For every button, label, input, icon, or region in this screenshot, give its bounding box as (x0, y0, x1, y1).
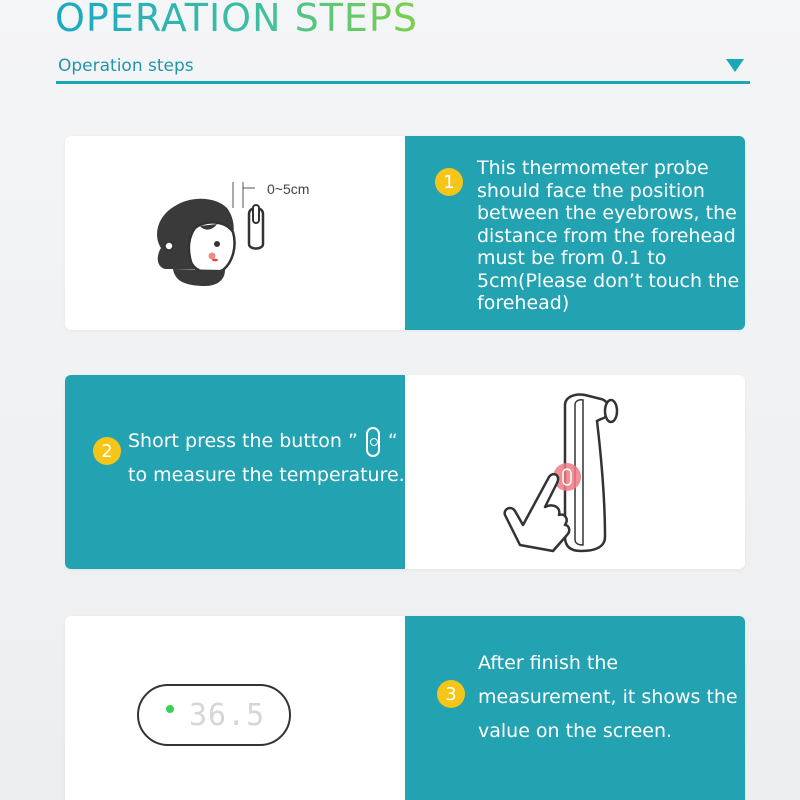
page-title: OPERATION STEPS (55, 0, 418, 40)
operation-steps-dropdown[interactable] (56, 50, 750, 84)
dropdown-label: Operation steps (58, 56, 194, 76)
child-face-icon (65, 136, 405, 330)
thermometer-probe-icon (249, 205, 263, 249)
step-3-illustration (65, 616, 405, 800)
step-1-text-panel (405, 136, 745, 330)
step-2-text-after: “ to measure the temperature. (128, 430, 405, 486)
led-icon (166, 705, 174, 713)
step-2-text (128, 424, 408, 492)
step-1-illustration (65, 136, 405, 330)
step-card-2 (65, 375, 745, 569)
temperature-display (137, 684, 291, 746)
chevron-down-icon[interactable] (726, 59, 744, 72)
step-1-text: This thermometer probe should face the position between the eyebrows, the distance from the forehead must be from 0.1 to 5cm(Please don’t touch the forehead) (477, 157, 740, 314)
step-2-illustration (405, 375, 745, 569)
step-card-3 (65, 616, 745, 800)
step-card-1 (65, 136, 745, 330)
button-icon (366, 427, 380, 457)
step-1-number-badge: 1 (435, 168, 463, 196)
step-3-text: After finish the measurement, it shows the value on the screen. (478, 652, 738, 742)
distance-label: 0~5cm (267, 181, 310, 197)
step-3-text-panel (405, 616, 745, 800)
step-2-number-badge: 2 (93, 437, 121, 465)
step-2-text-panel (65, 375, 405, 569)
step-3-number-badge: 3 (437, 680, 465, 708)
step-2-text-before: Short press the button ” (128, 430, 358, 452)
display-value: 36.5 (189, 698, 266, 733)
